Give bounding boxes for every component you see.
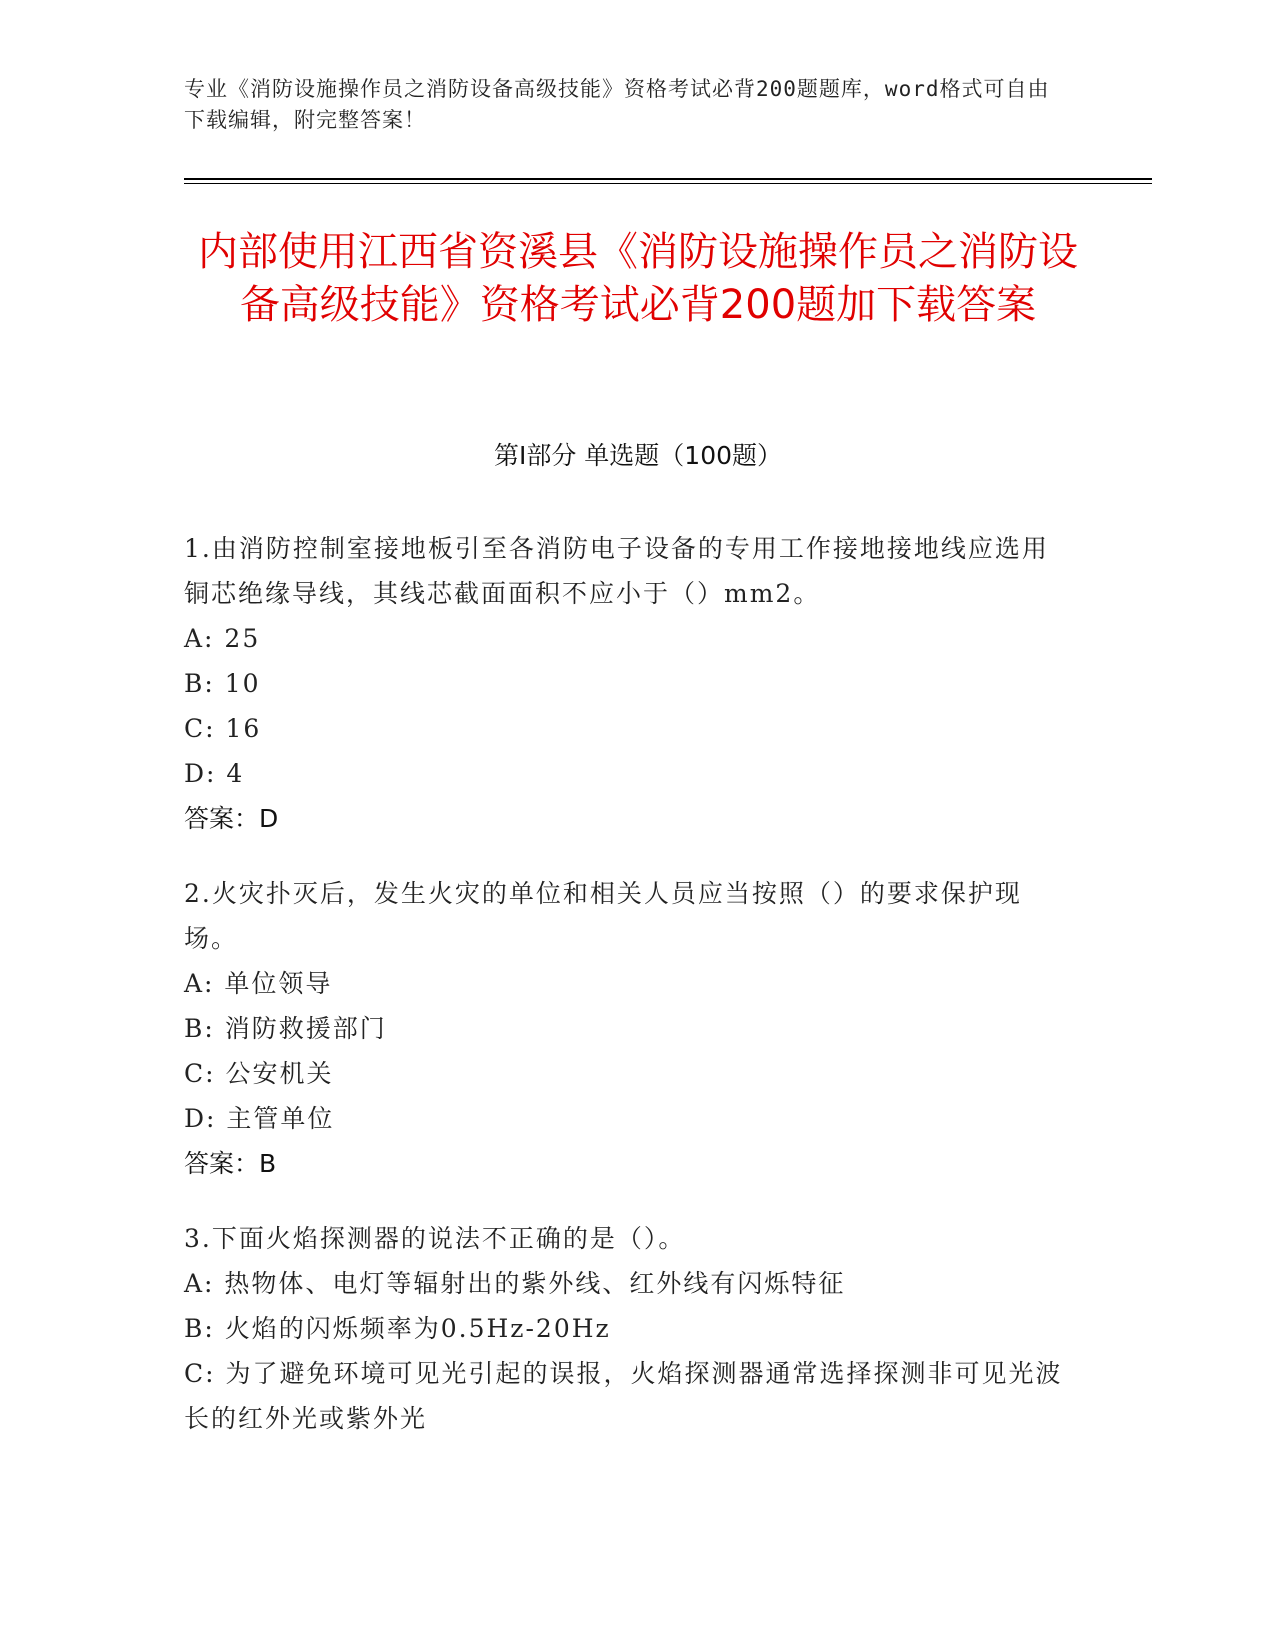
answer: 答案：D — [184, 804, 279, 833]
option-c: C: 16 — [184, 714, 262, 743]
question-list — [184, 526, 1074, 1471]
option-b: B: 消防救援部门 — [184, 1014, 387, 1043]
header-rule-thin — [184, 183, 1152, 184]
header-rule-thick — [184, 178, 1152, 180]
option-b: B: 10 — [184, 669, 261, 698]
option-c: C: 为了避免环境可见光引起的误报，火焰探测器通常选择探测非可见光波长的红外光或紫外光 — [184, 1359, 1063, 1433]
option-c: C: 公安机关 — [184, 1059, 334, 1088]
answer: 答案：B — [184, 1149, 277, 1178]
question-3 — [184, 1216, 1074, 1441]
section-heading: 第I部分 单选题（100题） — [493, 441, 783, 470]
question-1 — [184, 526, 1074, 841]
option-a: A: 25 — [184, 624, 261, 653]
option-d: D: 4 — [184, 759, 245, 788]
header-note: 专业《消防设施操作员之消防设备高级技能》资格考试必背200题题库，word格式可自由下载编辑，附完整答案！ — [184, 77, 1050, 132]
option-b: B: 火焰的闪烁频率为0.5Hz-20Hz — [184, 1314, 611, 1343]
question-stem: 2.火灾扑灭后，发生火灾的单位和相关人员应当按照（）的要求保护现场。 — [184, 879, 1022, 953]
option-a: A: 热物体、电灯等辐射出的紫外线、红外线有闪烁特征 — [184, 1269, 846, 1298]
question-stem: 1.由消防控制室接地板引至各消防电子设备的专用工作接地接地线应选用铜芯绝缘导线，其线芯截面面积不应小于（）mm2。 — [184, 534, 1049, 608]
question-stem: 3.下面火焰探测器的说法不正确的是（）。 — [184, 1224, 686, 1253]
option-a: A: 单位领导 — [184, 969, 333, 998]
document-title: 内部使用江西省资溪县《消防设施操作员之消防设备高级技能》资格考试必背200题加下载答案 — [198, 229, 1078, 328]
option-d: D: 主管单位 — [184, 1104, 335, 1133]
question-2 — [184, 871, 1074, 1186]
